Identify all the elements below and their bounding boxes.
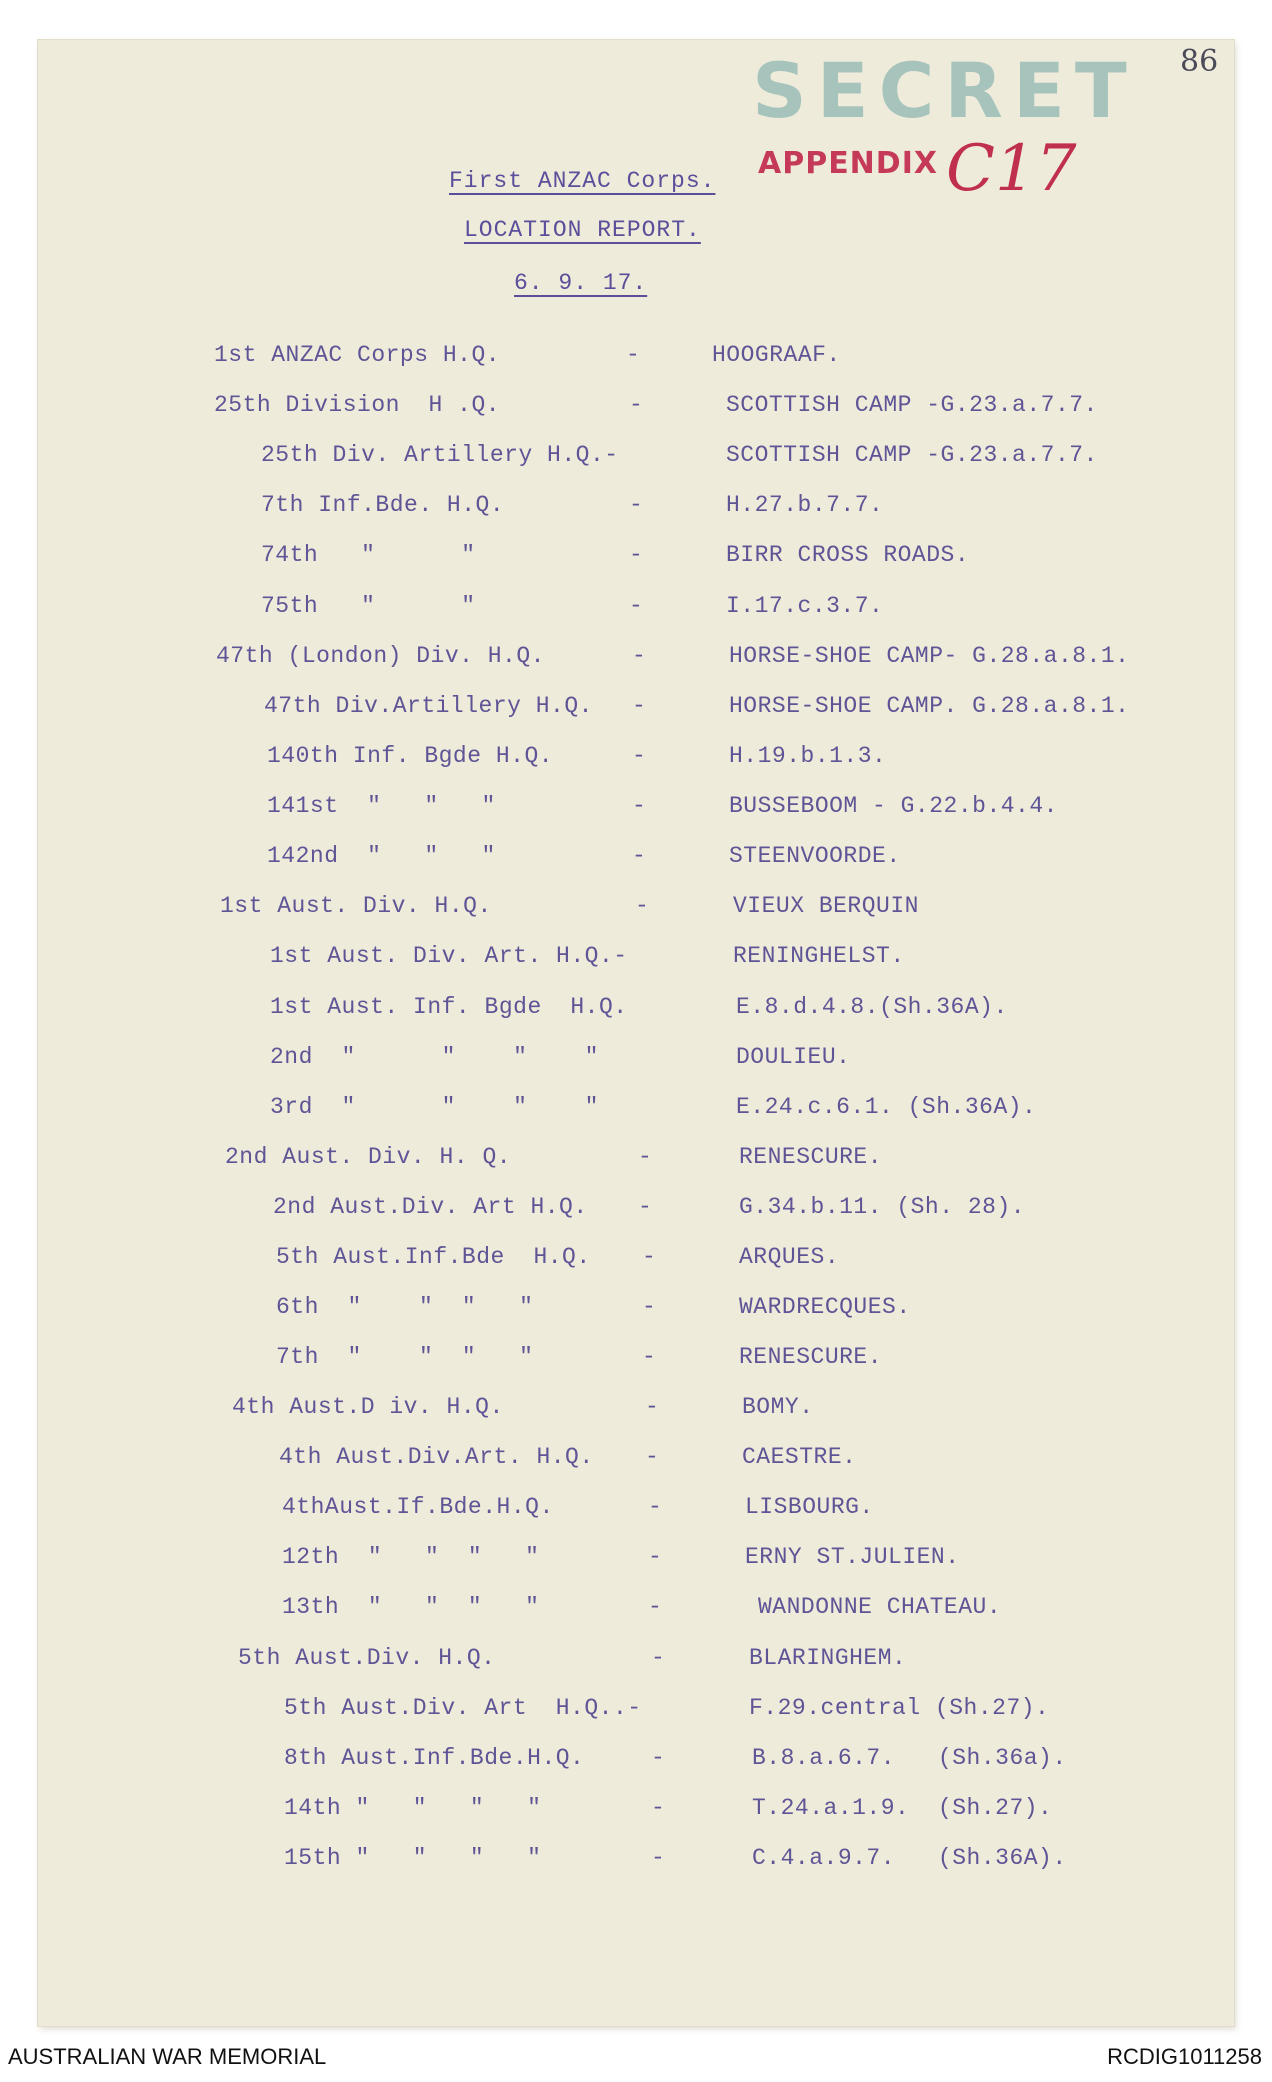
location-entry — [0, 943, 1272, 975]
separator-dash: - — [632, 743, 647, 769]
location-value: ARQUES. — [739, 1244, 840, 1270]
unit-name: 75th " " — [261, 593, 476, 619]
location-entry — [0, 542, 1272, 574]
location-entry — [0, 843, 1272, 875]
location-value: BLARINGHEM. — [749, 1645, 907, 1671]
location-entry — [0, 643, 1272, 675]
separator-dash: - — [642, 1344, 657, 1370]
separator-dash: - — [645, 1394, 660, 1420]
location-value: ERNY ST.JULIEN. — [745, 1544, 960, 1570]
location-entry — [0, 893, 1272, 925]
separator-dash: - — [648, 1594, 663, 1620]
location-entry — [0, 743, 1272, 775]
location-entry — [0, 1594, 1272, 1626]
location-entry — [0, 1194, 1272, 1226]
location-value: SCOTTISH CAMP -G.23.a.7.7. — [726, 442, 1098, 468]
location-value: DOULIEU. — [736, 1044, 851, 1070]
location-entry — [0, 1344, 1272, 1376]
location-entry — [0, 1544, 1272, 1576]
location-entry — [0, 1745, 1272, 1777]
secret-stamp: SECRET — [752, 46, 1137, 135]
unit-name: 3rd " " " " — [270, 1094, 599, 1120]
location-entry — [0, 1645, 1272, 1677]
unit-name: 12th " " " " — [282, 1544, 540, 1570]
unit-name: 7th Inf.Bde. H.Q. — [261, 492, 505, 518]
location-value: CAESTRE. — [742, 1444, 857, 1470]
separator-dash: - — [629, 392, 644, 418]
separator-dash: - — [648, 1494, 663, 1520]
separator-dash: - — [651, 1745, 666, 1771]
location-value: B.8.a.6.7. (Sh.36a). — [752, 1745, 1067, 1771]
unit-name: 13th " " " " — [282, 1594, 540, 1620]
report-title: First ANZAC Corps. — [449, 168, 716, 194]
separator-dash: - — [629, 492, 644, 518]
location-value: I.17.c.3.7. — [726, 593, 884, 619]
unit-name: 1st Aust. Inf. Bgde H.Q. — [270, 994, 628, 1020]
unit-name: 15th " " " " — [284, 1845, 542, 1871]
appendix-stamp: APPENDIX — [758, 146, 938, 181]
location-entry — [0, 1845, 1272, 1877]
location-entry — [0, 1444, 1272, 1476]
location-entry — [0, 1144, 1272, 1176]
location-entry — [0, 1094, 1272, 1126]
location-value: RENESCURE. — [739, 1344, 883, 1370]
separator-dash: - — [651, 1845, 666, 1871]
location-value: H.19.b.1.3. — [729, 743, 887, 769]
location-value: E.24.c.6.1. (Sh.36A). — [736, 1094, 1037, 1120]
unit-name: 142nd " " " — [267, 843, 496, 869]
separator-dash: - — [638, 1144, 653, 1170]
document-page — [38, 40, 1234, 2026]
location-entry — [0, 1044, 1272, 1076]
separator-dash: - — [651, 1645, 666, 1671]
separator-dash: - — [632, 793, 647, 819]
location-entry — [0, 593, 1272, 625]
unit-name: 2nd Aust. Div. H. Q. — [225, 1144, 512, 1170]
location-entry — [0, 1294, 1272, 1326]
unit-name: 47th (London) Div. H.Q. — [216, 643, 545, 669]
location-entry — [0, 693, 1272, 725]
separator-dash: - — [629, 542, 644, 568]
unit-name: 47th Div.Artillery H.Q. — [264, 693, 593, 719]
separator-dash: - — [626, 342, 641, 368]
location-entry — [0, 1494, 1272, 1526]
location-value: E.8.d.4.8.(Sh.36A). — [736, 994, 1008, 1020]
unit-name: 8th Aust.Inf.Bde.H.Q. — [284, 1745, 585, 1771]
footer-archive-name: AUSTRALIAN WAR MEMORIAL — [8, 2044, 327, 2069]
location-value: WARDRECQUES. — [739, 1294, 911, 1320]
location-entry — [0, 1244, 1272, 1276]
unit-name: 2nd " " " " — [270, 1044, 599, 1070]
unit-name: 141st " " " — [267, 793, 496, 819]
unit-name: 2nd Aust.Div. Art H.Q. — [273, 1194, 588, 1220]
unit-name: 4th Aust.D iv. H.Q. — [232, 1394, 504, 1420]
separator-dash: - — [642, 1244, 657, 1270]
footer-item-id: RCDIG1011258 — [1107, 2044, 1262, 2069]
report-subtitle: LOCATION REPORT. — [464, 217, 701, 243]
separator-dash: - — [651, 1795, 666, 1821]
location-value: HORSE-SHOE CAMP. G.28.a.8.1. — [729, 693, 1130, 719]
location-entry — [0, 342, 1272, 374]
report-date: 6. 9. 17. — [514, 270, 648, 296]
unit-name: 140th Inf. Bgde H.Q. — [267, 743, 554, 769]
location-entry — [0, 1795, 1272, 1827]
location-entry — [0, 994, 1272, 1026]
location-value: STEENVOORDE. — [729, 843, 901, 869]
unit-name: 7th " " " " — [276, 1344, 534, 1370]
unit-name: 1st Aust. Div. H.Q. — [220, 893, 492, 919]
separator-dash: - — [642, 1294, 657, 1320]
location-entry — [0, 392, 1272, 424]
unit-name: 5th Aust.Div. H.Q. — [238, 1645, 496, 1671]
handwritten-appendix-number: C17 — [946, 132, 1077, 206]
separator-dash: - — [635, 893, 650, 919]
location-value: G.34.b.11. (Sh. 28). — [739, 1194, 1026, 1220]
unit-name: 1st ANZAC Corps H.Q. — [214, 342, 501, 368]
location-value: LISBOURG. — [745, 1494, 874, 1520]
separator-dash: - — [645, 1444, 660, 1470]
location-value: HORSE-SHOE CAMP- G.28.a.8.1. — [729, 643, 1130, 669]
unit-name: 4th Aust.Div.Art. H.Q. — [279, 1444, 594, 1470]
unit-name: 25th Div. Artillery H.Q.- — [261, 442, 619, 468]
location-value: F.29.central (Sh.27). — [749, 1695, 1050, 1721]
location-value: C.4.a.9.7. (Sh.36A). — [752, 1845, 1067, 1871]
location-value: BUSSEBOOM - G.22.b.4.4. — [729, 793, 1058, 819]
separator-dash: - — [632, 843, 647, 869]
unit-name: 74th " " — [261, 542, 476, 568]
location-value: WANDONNE CHATEAU. — [758, 1594, 1002, 1620]
location-value: T.24.a.1.9. (Sh.27). — [752, 1795, 1053, 1821]
location-entry — [0, 1394, 1272, 1426]
location-entry — [0, 793, 1272, 825]
location-entry — [0, 442, 1272, 474]
page-number: 86 — [1180, 44, 1219, 79]
location-entry — [0, 1695, 1272, 1727]
unit-name: 6th " " " " — [276, 1294, 534, 1320]
unit-name: 5th Aust.Inf.Bde H.Q. — [276, 1244, 591, 1270]
separator-dash: - — [638, 1194, 653, 1220]
location-value: SCOTTISH CAMP -G.23.a.7.7. — [726, 392, 1098, 418]
unit-name: 5th Aust.Div. Art H.Q..- — [284, 1695, 642, 1721]
unit-name: 14th " " " " — [284, 1795, 542, 1821]
location-value: HOOGRAAF. — [712, 342, 841, 368]
location-value: RENINGHELST. — [733, 943, 905, 969]
separator-dash: - — [648, 1544, 663, 1570]
location-value: RENESCURE. — [739, 1144, 883, 1170]
location-value: BIRR CROSS ROADS. — [726, 542, 970, 568]
location-value: BOMY. — [742, 1394, 814, 1420]
location-entry — [0, 492, 1272, 524]
unit-name: 1st Aust. Div. Art. H.Q.- — [270, 943, 628, 969]
unit-name: 25th Division H .Q. — [214, 392, 501, 418]
separator-dash: - — [629, 593, 644, 619]
separator-dash: - — [632, 643, 647, 669]
location-value: VIEUX BERQUIN — [733, 893, 919, 919]
unit-name: 4thAust.If.Bde.H.Q. — [282, 1494, 554, 1520]
location-value: H.27.b.7.7. — [726, 492, 884, 518]
separator-dash: - — [632, 693, 647, 719]
